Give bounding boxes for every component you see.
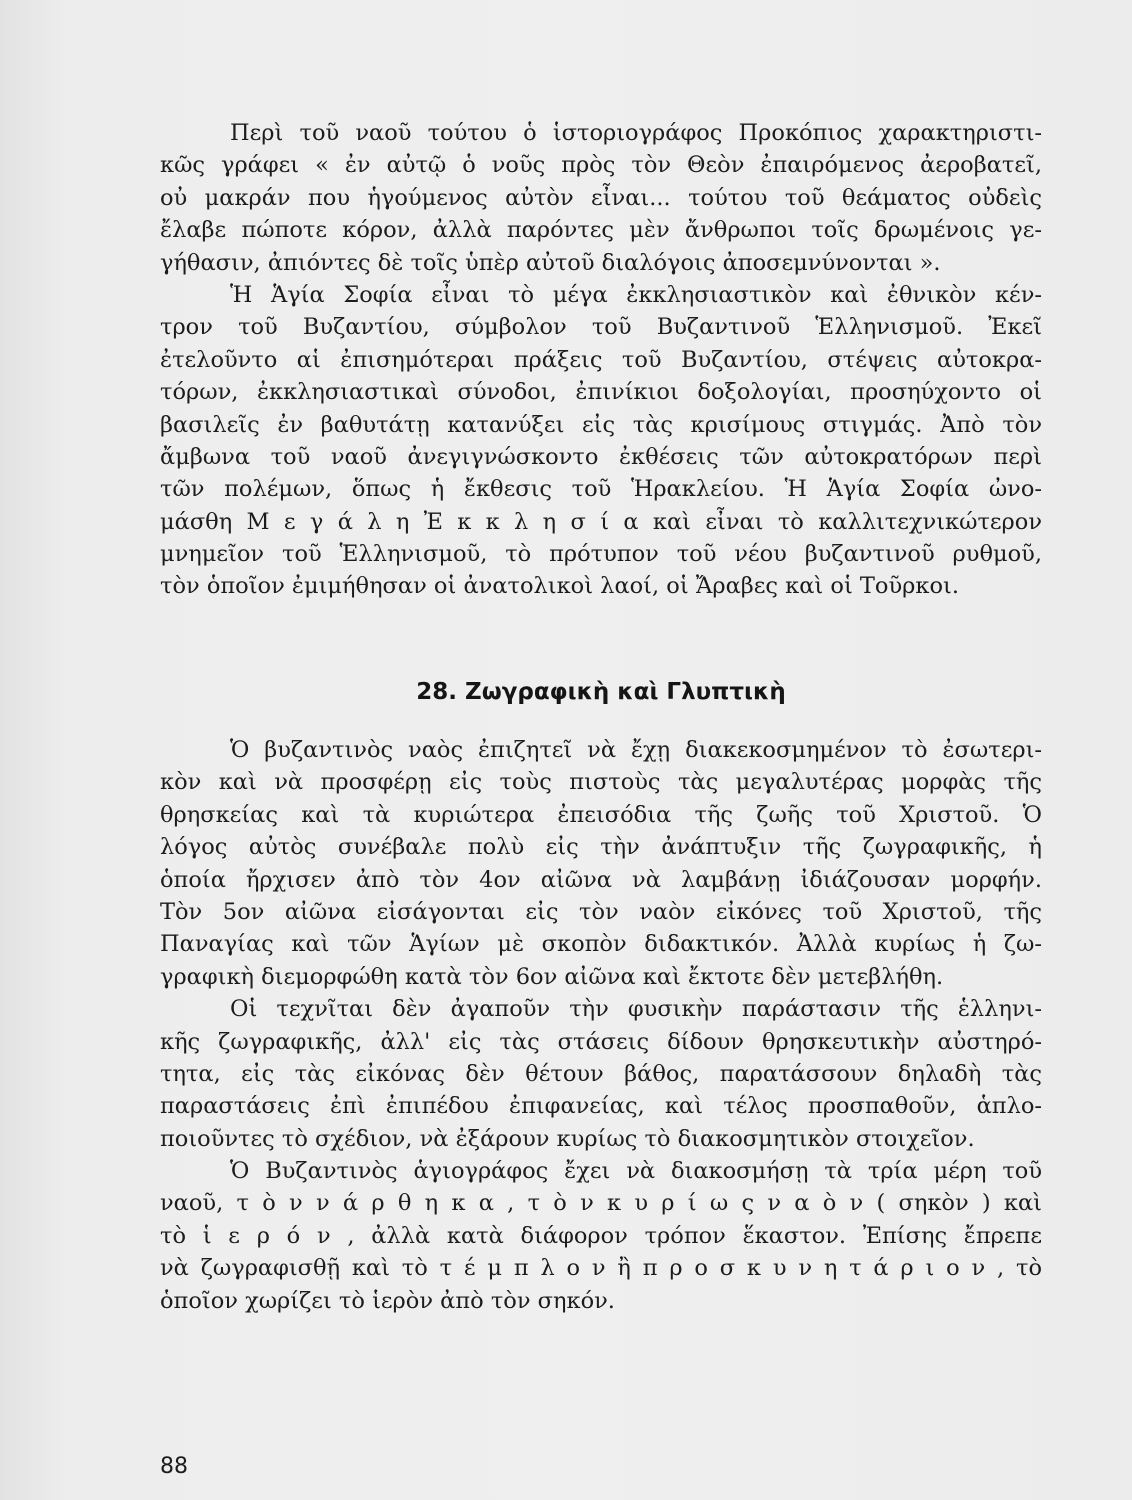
text-line: Ἡ Ἁγία Σοφία εἶναι τὸ μέγα ἐκκλησιαστικὸν καὶ ἐθνικὸν κέν- — [230, 281, 1042, 308]
text-line: Οἱ τεχνῖται δὲν ἀγαποῦν τὴν φυσικὴν παράστασιν τῆς ἑλληνι- — [230, 996, 1042, 1023]
paragraph-byzantine-temple — [160, 734, 1042, 993]
text-line: μνημεῖον τοῦ Ἑλληνισμοῦ, τὸ πρότυπον τοῦ νέου βυζαντινοῦ ρυθμοῦ, — [160, 541, 1042, 568]
paragraph-procopius-quote — [160, 117, 1042, 279]
text-line: ὁποῖον χωρίζει τὸ ἱερὸν ἀπὸ τὸν σηκόν. — [160, 1287, 615, 1314]
text-line: ποιοῦντες τὸ σχέδιον, νὰ ἐξάρουν κυρίως τὸ διακοσμητικὸν στοιχεῖον. — [160, 1125, 975, 1152]
text-line: τρον τοῦ Βυζαντίου, σύμβολον τοῦ Βυζαντινοῦ Ἑλληνισμοῦ. Ἐκεῖ — [160, 314, 1042, 341]
text-line: τητα, εἰς τὰς εἰκόνας δὲν θέτουν βάθος, παρατάσσουν δηλαδὴ τὰς — [160, 1060, 1042, 1087]
section-1-text — [160, 117, 1042, 603]
text-line: τὸ ἱ ε ρ ό ν , ἀλλὰ κατὰ διάφορον τρόπον ἕκαστον. Ἐπίσης ἔπρεπε — [160, 1222, 1042, 1249]
text-line: τόρων, ἐκκλησιαστικαὶ σύνοδοι, ἐπινίκιοι δοξολογίαι, προσηύχοντο οἱ — [160, 379, 1042, 406]
text-line: παραστάσεις ἐπὶ ἐπιπέδου ἐπιφανείας, καὶ τέλος προσπαθοῦν, ἁπλο- — [160, 1093, 1042, 1120]
text-line: κῆς ζωγραφικῆς, ἀλλ' εἰς τὰς στάσεις δίδουν θρησκευτικὴν αὐστηρό- — [160, 1028, 1042, 1055]
text-line: βασιλεῖς ἐν βαθυτάτῃ κατανύξει εἰς τὰς κρισίμους στιγμάς. Ἀπὸ τὸν — [160, 411, 1042, 438]
text-line: ἔλαβε πώποτε κόρον, ἀλλὰ παρόντες μὲν ἄνθρωποι τοῖς δρωμένοις γε- — [160, 217, 1042, 244]
text-line: ναοῦ, τ ὸ ν ν ά ρ θ η κ α , τ ὸ ν κ υ ρ ί ω ς ν α ὸ ν ( σηκὸν ) καὶ — [160, 1190, 1042, 1217]
text-line: γραφικὴ διεμορφώθη κατὰ τὸν 6ον αἰῶνα καὶ ἔκτοτε δὲν μετεβλήθη. — [160, 963, 944, 990]
text-line: ἐτελοῦντο αἱ ἐπισημότεραι πράξεις τοῦ Βυζαντίου, στέψεις αὐτοκρα- — [160, 346, 1042, 373]
text-line: ὁποία ἤρχισεν ἀπὸ τὸν 4ον αἰῶνα νὰ λαμβάνῃ ἰδιάζουσαν μορφήν. — [160, 866, 1042, 893]
text-line: Τὸν 5ον αἰῶνα εἰσάγονται εἰς τὸν ναὸν εἰκόνες τοῦ Χριστοῦ, τῆς — [160, 898, 1042, 925]
section-2-text — [160, 734, 1042, 1317]
text-line: κῶς γράφει « ἐν αὐτῷ ὁ νοῦς πρὸς τὸν Θεὸν ἐπαιρόμενος ἀεροβατεῖ, — [160, 152, 1042, 179]
text-line: γήθασιν, ἀπιόντες δὲ τοῖς ὑπὲρ αὐτοῦ διαλόγοις ἀποσεμνύνονται ». — [160, 249, 941, 276]
text-line: Ὁ βυζαντινὸς ναὸς ἐπιζητεῖ νὰ ἔχῃ διακεκοσμημένον τὸ ἐσωτερι- — [230, 737, 1042, 763]
paragraph-hagia-sophia — [160, 279, 1042, 603]
text-line: θρησκείας καὶ τὰ κυριώτερα ἐπεισόδια τῆς ζωῆς τοῦ Χριστοῦ. Ὁ — [160, 801, 1042, 828]
text-line: κὸν καὶ νὰ προσφέρῃ εἰς τοὺς πιστοὺς τὰς μεγαλυτέρας μορφὰς τῆς — [160, 769, 1042, 796]
text-line: μάσθη Μ ε γ ά λ η Ἐ κ κ λ η σ ί α καὶ εἶναι τὸ καλλιτεχνικώτερον — [160, 508, 1042, 535]
text-line: Παναγίας καὶ τῶν Ἁγίων μὲ σκοπὸν διδακτικόν. Ἀλλὰ κυρίως ἡ ζω- — [160, 931, 1042, 958]
text-line: νὰ ζωγραφισθῇ καὶ τὸ τ έ μ π λ ο ν ἢ π ρ ο σ κ υ ν η τ ά ρ ι ο ν , τὸ — [160, 1255, 1042, 1282]
text-line: τῶν πολέμων, ὅπως ἡ ἔκθεσις τοῦ Ἡρακλείου. Ἡ Ἁγία Σοφία ὠνο- — [160, 476, 1042, 503]
text-line: Ὁ Βυζαντινὸς ἁγιογράφος ἔχει νὰ διακοσμήσῃ τὰ τρία μέρη τοῦ — [230, 1158, 1042, 1185]
paragraph-artists — [160, 993, 1042, 1155]
text-line: οὐ μακράν που ἡγούμενος αὐτὸν εἶναι... τούτου τοῦ θεάματος οὐδεὶς — [160, 184, 1042, 211]
page-number: 88 — [160, 1454, 188, 1479]
section-heading: 28. Ζωγραφικὴ καὶ Γλυπτικὴ — [416, 679, 786, 705]
paragraph-iconographer — [160, 1155, 1042, 1317]
text-line: Περὶ τοῦ ναοῦ τούτου ὁ ἱστοριογράφος Προκόπιος χαρακτηριστι- — [230, 120, 1042, 146]
text-line: ἄμβωνα τοῦ ναοῦ ἀνεγιγνώσκοντο ἐκθέσεις τῶν αὐτοκρατόρων περὶ — [160, 443, 1042, 470]
text-line: τὸν ὁποῖον ἐμιμήθησαν οἱ ἀνατολικοὶ λαοί, οἱ Ἄραβες καὶ οἱ Τοῦρκοι. — [160, 573, 959, 600]
text-line: λόγος αὐτὸς συνέβαλε πολὺ εἰς τὴν ἀνάπτυξιν τῆς ζωγραφικῆς, ἡ — [160, 834, 1042, 861]
